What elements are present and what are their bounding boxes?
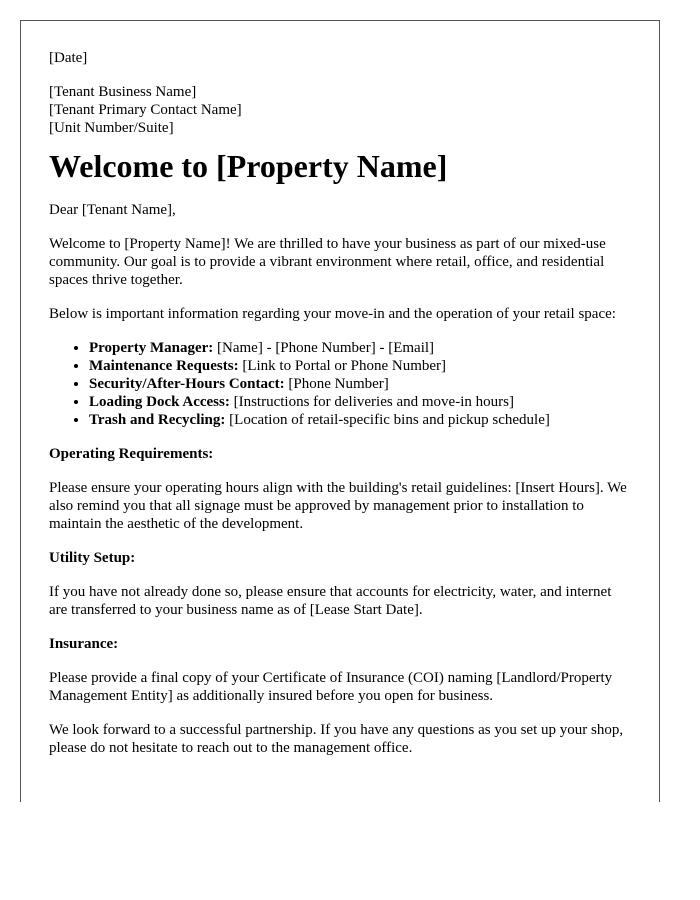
letter-page xyxy=(20,20,660,802)
intro-paragraph: Welcome to [Property Name]! We are thrilled to have your business as part of our mixed-use community. Our goal is to provide a vibrant environment where retail, office, and residential spaces thrive together. xyxy=(49,236,606,288)
closing-paragraph: We look forward to a successful partnership. If you have any questions as you set up your shop, please do not hesitate to reach out to the management office. xyxy=(49,722,624,756)
recipient-address xyxy=(49,83,631,137)
section-body-utility: If you have not already done so, please ensure that accounts for electricity, water, and internet are transferred to your business name as of [Lease Start Date]. xyxy=(49,584,612,618)
list-item-value: [Location of retail-specific bins and pickup schedule] xyxy=(225,412,550,428)
list-item-label: Maintenance Requests: xyxy=(89,358,239,374)
list-item xyxy=(89,375,631,393)
letter-date: [Date] xyxy=(49,50,88,66)
section-title-insurance: Insurance: xyxy=(49,636,119,652)
info-lead-paragraph: Below is important information regarding your move-in and the operation of your retail space: xyxy=(49,306,616,322)
list-item-value: [Phone Number] xyxy=(284,376,389,392)
section-title-operating: Operating Requirements: xyxy=(49,446,214,462)
section-body-insurance: Please provide a final copy of your Certificate of Insurance (COI) naming [Landlord/Property Management Entity] as additionally insured before you open for business. xyxy=(49,670,613,704)
list-item-label: Loading Dock Access: xyxy=(89,394,230,410)
list-item-value: [Link to Portal or Phone Number] xyxy=(238,358,447,374)
address-line: [Tenant Business Name] xyxy=(49,84,197,100)
section-title-utility: Utility Setup: xyxy=(49,550,136,566)
list-item xyxy=(89,357,631,375)
address-line: [Unit Number/Suite] xyxy=(49,120,174,136)
list-item xyxy=(89,411,631,429)
list-item-label: Property Manager: xyxy=(89,340,214,356)
list-item-label: Trash and Recycling: xyxy=(89,412,226,428)
section-body-operating: Please ensure your operating hours align with the building's retail guidelines: [Insert Hours]. We also remind you that all signage must be approved by management prior to installation to maintain the aesthetic of the development. xyxy=(49,480,627,532)
list-item-value: [Instructions for deliveries and move-in hours] xyxy=(229,394,514,410)
salutation: Dear [Tenant Name], xyxy=(49,202,176,218)
address-line: [Tenant Primary Contact Name] xyxy=(49,102,242,118)
list-item-value: [Name] - [Phone Number] - [Email] xyxy=(213,340,435,356)
list-item xyxy=(89,339,631,357)
list-item-label: Security/After-Hours Contact: xyxy=(89,376,285,392)
letter-heading: Welcome to [Property Name] xyxy=(49,148,448,184)
list-item xyxy=(89,393,631,411)
info-list xyxy=(49,339,631,429)
